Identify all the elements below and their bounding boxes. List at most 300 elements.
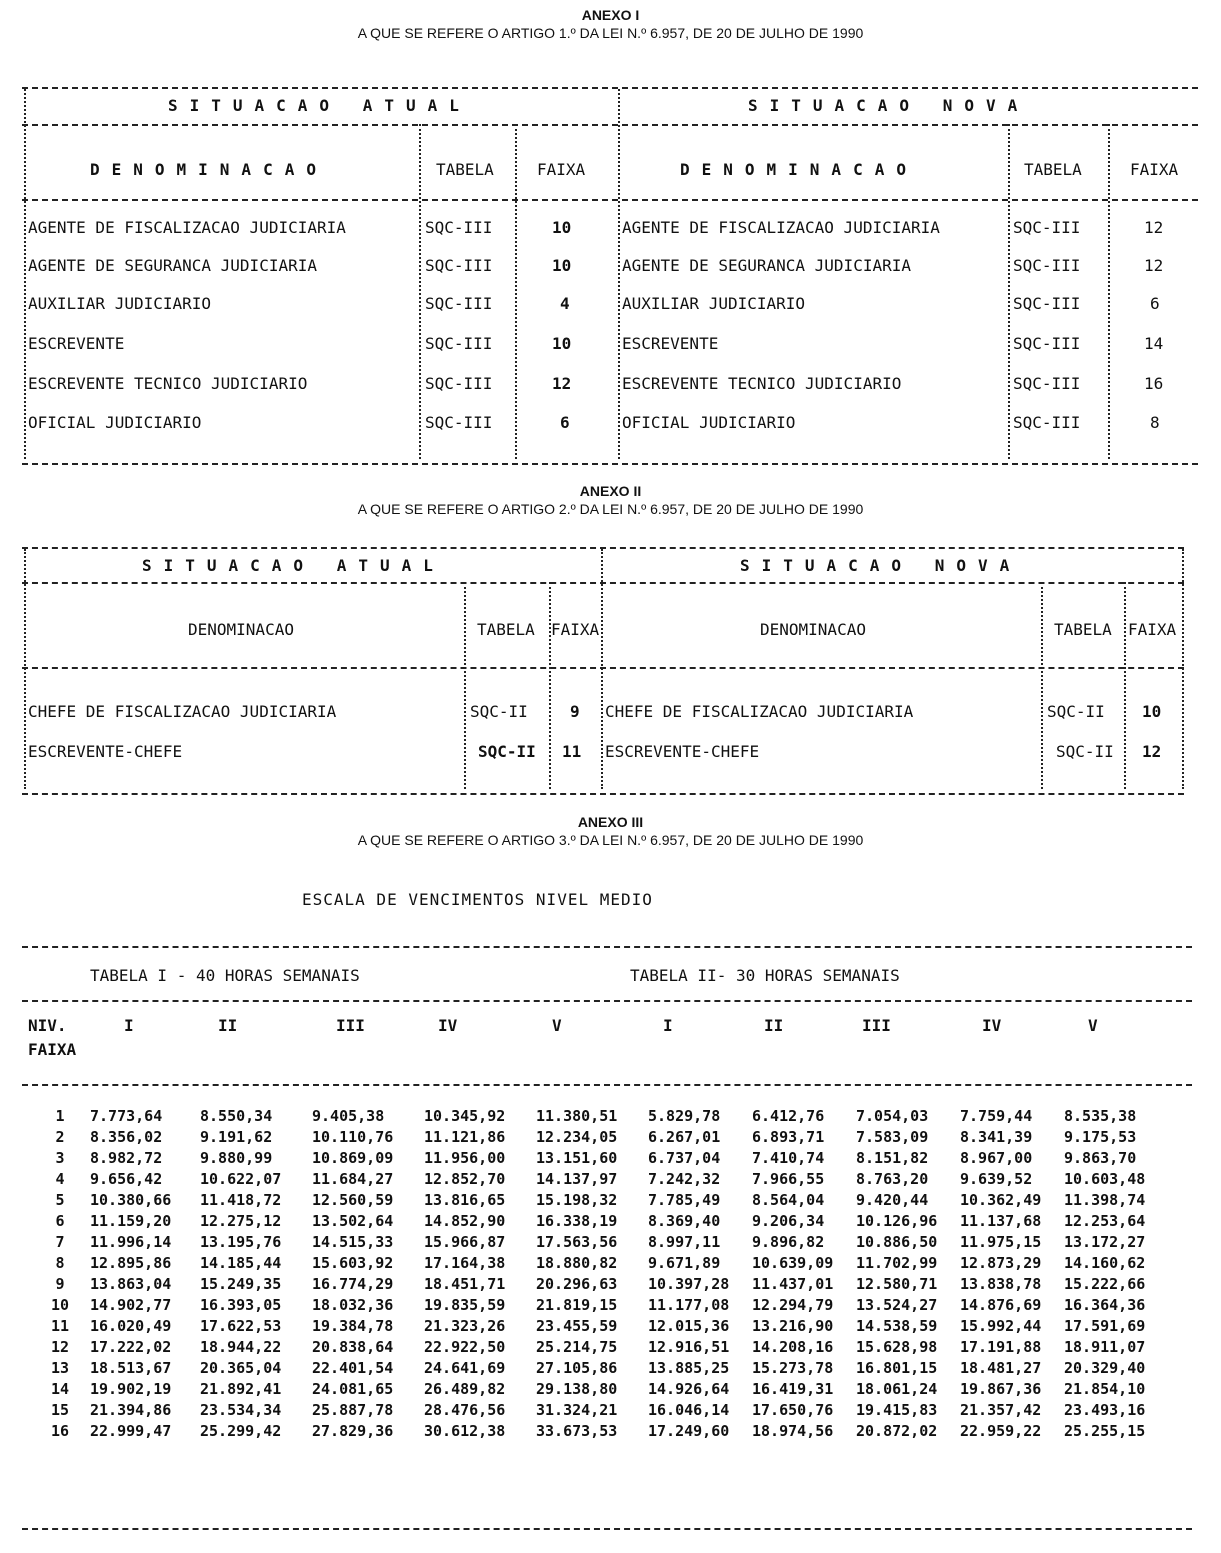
table-row-cell: 12 bbox=[1142, 742, 1162, 761]
anexo2-border bbox=[22, 547, 1184, 795]
table-row bbox=[30, 1252, 1168, 1273]
table-row-cell: SQC-III bbox=[425, 218, 493, 237]
salary-cell: 13.885,25 bbox=[648, 1358, 730, 1377]
table-row-cell: CHEFE DE FISCALIZACAO JUDICIARIA bbox=[28, 702, 337, 721]
anexo3-subtitle: A QUE SE REFERE O ARTIGO 3.º DA LEI N.º 6.957, DE 20 DE JULHO DE 1990 bbox=[357, 832, 864, 848]
level-cell: 13 bbox=[50, 1358, 70, 1377]
salary-cell: 10.380,66 bbox=[90, 1190, 172, 1209]
salary-cell: 7.785,49 bbox=[648, 1190, 721, 1209]
salary-cell: 11.380,51 bbox=[536, 1106, 618, 1125]
anexo3-niv-header: NIV. bbox=[28, 1016, 67, 1035]
salary-cell: 21.323,26 bbox=[424, 1316, 506, 1335]
salary-cell: 9.880,99 bbox=[200, 1148, 273, 1167]
salary-cell: 7.583,09 bbox=[856, 1127, 929, 1146]
table-row bbox=[30, 1210, 1168, 1231]
salary-cell: 20.296,63 bbox=[536, 1274, 618, 1293]
salary-cell: 17.563,56 bbox=[536, 1232, 618, 1251]
anexo2-divider bbox=[22, 582, 1184, 584]
salary-cell: 13.524,27 bbox=[856, 1295, 938, 1314]
salary-cell: 15.198,32 bbox=[536, 1190, 618, 1209]
salary-cell: 28.476,56 bbox=[424, 1400, 506, 1419]
salary-cell: 8.151,82 bbox=[856, 1148, 929, 1167]
col-header: V bbox=[552, 1016, 562, 1035]
anexo3-tabela2-header: TABELA II- 30 HORAS SEMANAIS bbox=[630, 966, 900, 985]
salary-cell: 24.081,65 bbox=[312, 1379, 394, 1398]
salary-cell: 27.105,86 bbox=[536, 1358, 618, 1377]
salary-cell: 23.534,34 bbox=[200, 1400, 282, 1419]
table-row-cell: 6 bbox=[1150, 294, 1160, 313]
salary-cell: 10.126,96 bbox=[856, 1211, 938, 1230]
table-row-cell: 11 bbox=[562, 742, 582, 761]
level-cell: 1 bbox=[55, 1106, 65, 1125]
salary-cell: 13.838,78 bbox=[960, 1274, 1042, 1293]
salary-cell: 12.873,29 bbox=[960, 1253, 1042, 1272]
col-header: II bbox=[764, 1016, 784, 1035]
salary-cell: 14.538,59 bbox=[856, 1316, 938, 1335]
table-row-cell: 9 bbox=[570, 702, 580, 721]
table-row-cell: 4 bbox=[560, 294, 570, 313]
table-row-cell: 14 bbox=[1144, 334, 1164, 353]
anexo2-vline bbox=[1124, 582, 1126, 789]
salary-cell: 19.835,59 bbox=[424, 1295, 506, 1314]
salary-cell: 7.966,55 bbox=[752, 1169, 825, 1188]
anexo1-col-denominacao: DENOMINACAO bbox=[90, 160, 328, 179]
table-row-cell: SQC-III bbox=[1013, 413, 1081, 432]
salary-cell: 7.242,32 bbox=[648, 1169, 721, 1188]
salary-cell: 8.982,72 bbox=[90, 1148, 163, 1167]
table-row-cell: SQC-III bbox=[425, 256, 493, 275]
salary-cell: 16.338,19 bbox=[536, 1211, 618, 1230]
anexo3-divider bbox=[22, 1084, 1192, 1086]
table-row-cell: SQC-III bbox=[1013, 294, 1081, 313]
level-cell: 11 bbox=[50, 1316, 70, 1335]
salary-cell: 13.816,65 bbox=[424, 1190, 506, 1209]
col-header: IV bbox=[982, 1016, 1002, 1035]
col-header: V bbox=[1088, 1016, 1098, 1035]
anexo1-title: ANEXO I bbox=[581, 7, 640, 23]
table-row-cell: SQC-III bbox=[1013, 218, 1081, 237]
salary-cell: 20.872,02 bbox=[856, 1421, 938, 1440]
table-row bbox=[30, 1294, 1168, 1315]
salary-cell: 11.956,00 bbox=[424, 1148, 506, 1167]
salary-cell: 25.299,42 bbox=[200, 1421, 282, 1440]
salary-cell: 18.032,36 bbox=[312, 1295, 394, 1314]
anexo1-col-tabela-nova: TABELA bbox=[1024, 160, 1082, 179]
salary-cell: 17.622,53 bbox=[200, 1316, 282, 1335]
col-header: III bbox=[336, 1016, 365, 1035]
level-cell: 2 bbox=[55, 1127, 65, 1146]
salary-cell: 11.137,68 bbox=[960, 1211, 1042, 1230]
table-row bbox=[30, 1378, 1168, 1399]
table-row-cell: SQC-III bbox=[425, 413, 493, 432]
salary-cell: 17.249,60 bbox=[648, 1421, 730, 1440]
salary-cell: 10.362,49 bbox=[960, 1190, 1042, 1209]
level-cell: 7 bbox=[55, 1232, 65, 1251]
salary-cell: 22.999,47 bbox=[90, 1421, 172, 1440]
anexo1-vline bbox=[515, 124, 517, 459]
level-cell: 14 bbox=[50, 1379, 70, 1398]
table-row-cell: AUXILIAR JUDICIARIO bbox=[622, 294, 806, 313]
salary-cell: 21.819,15 bbox=[536, 1295, 618, 1314]
salary-cell: 25.214,75 bbox=[536, 1337, 618, 1356]
anexo2-col-tabela-nova: TABELA bbox=[1054, 620, 1112, 639]
table-row-cell: SQC-III bbox=[1013, 334, 1081, 353]
salary-cell: 16.046,14 bbox=[648, 1400, 730, 1419]
salary-cell: 14.208,16 bbox=[752, 1337, 834, 1356]
salary-cell: 6.412,76 bbox=[752, 1106, 825, 1125]
salary-cell: 14.902,77 bbox=[90, 1295, 172, 1314]
anexo2-col-faixa-nova: FAIXA bbox=[1128, 620, 1177, 639]
anexo1-vline bbox=[419, 124, 421, 459]
salary-cell: 23.493,16 bbox=[1064, 1400, 1146, 1419]
salary-cell: 8.535,38 bbox=[1064, 1106, 1137, 1125]
table-row-cell: 8 bbox=[1150, 413, 1160, 432]
level-cell: 6 bbox=[55, 1211, 65, 1230]
salary-cell: 14.515,33 bbox=[312, 1232, 394, 1251]
salary-cell: 12.234,05 bbox=[536, 1127, 618, 1146]
anexo2-vline bbox=[549, 582, 551, 789]
salary-cell: 14.160,62 bbox=[1064, 1253, 1146, 1272]
table-row bbox=[30, 1105, 1168, 1126]
salary-cell: 22.959,22 bbox=[960, 1421, 1042, 1440]
salary-cell: 9.420,44 bbox=[856, 1190, 929, 1209]
table-row-cell: 12 bbox=[552, 374, 572, 393]
salary-cell: 20.329,40 bbox=[1064, 1358, 1146, 1377]
salary-cell: 10.622,07 bbox=[200, 1169, 282, 1188]
anexo1-vline bbox=[1008, 124, 1010, 459]
salary-cell: 30.612,38 bbox=[424, 1421, 506, 1440]
table-row-cell: AGENTE DE FISCALIZACAO JUDICIARIA bbox=[28, 218, 346, 237]
anexo1-vline bbox=[1108, 124, 1110, 459]
salary-cell: 12.015,36 bbox=[648, 1316, 730, 1335]
table-row-cell: 12 bbox=[1144, 218, 1164, 237]
salary-cell: 33.673,53 bbox=[536, 1421, 618, 1440]
salary-cell: 7.410,74 bbox=[752, 1148, 825, 1167]
table-row bbox=[30, 1168, 1168, 1189]
salary-cell: 6.893,71 bbox=[752, 1127, 825, 1146]
salary-cell: 11.975,15 bbox=[960, 1232, 1042, 1251]
salary-cell: 18.061,24 bbox=[856, 1379, 938, 1398]
salary-cell: 11.702,99 bbox=[856, 1253, 938, 1272]
salary-cell: 9.656,42 bbox=[90, 1169, 163, 1188]
salary-cell: 17.222,02 bbox=[90, 1337, 172, 1356]
table-row-cell: 16 bbox=[1144, 374, 1164, 393]
anexo2-atual-header: SITUACAO ATUAL bbox=[142, 556, 445, 575]
salary-cell: 19.384,78 bbox=[312, 1316, 394, 1335]
salary-cell: 16.774,29 bbox=[312, 1274, 394, 1293]
col-header: I bbox=[663, 1016, 673, 1035]
salary-cell: 16.801,15 bbox=[856, 1358, 938, 1377]
salary-cell: 6.267,01 bbox=[648, 1127, 721, 1146]
salary-cell: 9.671,89 bbox=[648, 1253, 721, 1272]
table-row-cell: SQC-III bbox=[425, 374, 493, 393]
table-row bbox=[30, 1189, 1168, 1210]
level-cell: 12 bbox=[50, 1337, 70, 1356]
table-row-cell: CHEFE DE FISCALIZACAO JUDICIARIA bbox=[605, 702, 914, 721]
anexo3-escala-title: ESCALA DE VENCIMENTOS NIVEL MEDIO bbox=[302, 890, 653, 909]
salary-cell: 27.829,36 bbox=[312, 1421, 394, 1440]
salary-cell: 10.639,09 bbox=[752, 1253, 834, 1272]
anexo2-vline bbox=[1041, 582, 1043, 789]
salary-cell: 9.405,38 bbox=[312, 1106, 385, 1125]
salary-cell: 11.684,27 bbox=[312, 1169, 394, 1188]
salary-cell: 19.415,83 bbox=[856, 1400, 938, 1419]
salary-cell: 17.591,69 bbox=[1064, 1316, 1146, 1335]
table-row-cell: SQC-III bbox=[1013, 256, 1081, 275]
salary-cell: 8.550,34 bbox=[200, 1106, 273, 1125]
anexo2-vline bbox=[601, 549, 603, 789]
salary-cell: 9.206,34 bbox=[752, 1211, 825, 1230]
salary-cell: 25.255,15 bbox=[1064, 1421, 1146, 1440]
salary-cell: 24.641,69 bbox=[424, 1358, 506, 1377]
salary-cell: 8.997,11 bbox=[648, 1232, 721, 1251]
level-cell: 8 bbox=[55, 1253, 65, 1272]
anexo2-title: ANEXO II bbox=[579, 483, 642, 499]
table-row-cell: SQC-II bbox=[470, 702, 528, 721]
table-row-cell: ESCREVENTE-CHEFE bbox=[605, 742, 760, 761]
anexo3-title: ANEXO III bbox=[577, 814, 644, 830]
anexo1-vline bbox=[618, 89, 620, 459]
table-row-cell: SQC-III bbox=[1013, 374, 1081, 393]
salary-cell: 16.419,31 bbox=[752, 1379, 834, 1398]
salary-cell: 17.164,38 bbox=[424, 1253, 506, 1272]
anexo1-divider bbox=[22, 124, 1198, 126]
anexo2-col-denominacao-nova: DENOMINACAO bbox=[760, 620, 866, 639]
anexo2-vline bbox=[24, 549, 26, 789]
table-row-cell: 10 bbox=[552, 256, 572, 275]
salary-cell: 19.902,19 bbox=[90, 1379, 172, 1398]
level-cell: 4 bbox=[55, 1169, 65, 1188]
salary-cell: 12.852,70 bbox=[424, 1169, 506, 1188]
anexo2-col-denominacao: DENOMINACAO bbox=[188, 620, 294, 639]
level-cell: 9 bbox=[55, 1274, 65, 1293]
salary-cell: 25.887,78 bbox=[312, 1400, 394, 1419]
salary-cell: 9.639,52 bbox=[960, 1169, 1033, 1188]
anexo3-divider bbox=[22, 1000, 1192, 1002]
salary-cell: 15.249,35 bbox=[200, 1274, 282, 1293]
salary-cell: 21.854,10 bbox=[1064, 1379, 1146, 1398]
salary-cell: 15.273,78 bbox=[752, 1358, 834, 1377]
table-row-cell: SQC-III bbox=[425, 334, 493, 353]
table-row bbox=[30, 1399, 1168, 1420]
salary-cell: 13.502,64 bbox=[312, 1211, 394, 1230]
salary-cell: 31.324,21 bbox=[536, 1400, 618, 1419]
table-row bbox=[30, 1420, 1168, 1441]
salary-cell: 8.356,02 bbox=[90, 1127, 163, 1146]
salary-cell: 15.966,87 bbox=[424, 1232, 506, 1251]
table-row-cell: AGENTE DE FISCALIZACAO JUDICIARIA bbox=[622, 218, 940, 237]
salary-cell: 14.852,90 bbox=[424, 1211, 506, 1230]
salary-cell: 23.455,59 bbox=[536, 1316, 618, 1335]
table-row bbox=[30, 1357, 1168, 1378]
salary-cell: 6.737,04 bbox=[648, 1148, 721, 1167]
salary-cell: 21.394,86 bbox=[90, 1400, 172, 1419]
salary-cell: 18.974,56 bbox=[752, 1421, 834, 1440]
salary-cell: 10.869,09 bbox=[312, 1148, 394, 1167]
salary-cell: 13.195,76 bbox=[200, 1232, 282, 1251]
anexo2-vline bbox=[464, 582, 466, 789]
salary-cell: 21.892,41 bbox=[200, 1379, 282, 1398]
anexo2-divider bbox=[22, 667, 1184, 669]
table-row-cell: ESCREVENTE-CHEFE bbox=[28, 742, 183, 761]
salary-cell: 26.489,82 bbox=[424, 1379, 506, 1398]
anexo2-col-tabela: TABELA bbox=[477, 620, 535, 639]
table-row-cell: SQC-III bbox=[425, 294, 493, 313]
salary-cell: 18.513,67 bbox=[90, 1358, 172, 1377]
salary-cell: 15.222,66 bbox=[1064, 1274, 1146, 1293]
table-row bbox=[30, 1336, 1168, 1357]
table-row-cell: SQC-II bbox=[478, 742, 536, 761]
anexo2-subtitle: A QUE SE REFERE O ARTIGO 2.º DA LEI N.º 6.957, DE 20 DE JULHO DE 1990 bbox=[357, 501, 864, 517]
anexo3-faixa-header: FAIXA bbox=[28, 1040, 77, 1059]
salary-cell: 20.838,64 bbox=[312, 1337, 394, 1356]
salary-cell: 14.185,44 bbox=[200, 1253, 282, 1272]
salary-cell: 11.437,01 bbox=[752, 1274, 834, 1293]
anexo2-col-faixa: FAIXA bbox=[551, 620, 600, 639]
salary-cell: 7.759,44 bbox=[960, 1106, 1033, 1125]
salary-cell: 20.365,04 bbox=[200, 1358, 282, 1377]
salary-cell: 10.886,50 bbox=[856, 1232, 938, 1251]
salary-cell: 11.996,14 bbox=[90, 1232, 172, 1251]
salary-cell: 11.159,20 bbox=[90, 1211, 172, 1230]
anexo1-border bbox=[22, 87, 1198, 465]
salary-cell: 18.481,27 bbox=[960, 1358, 1042, 1377]
salary-cell: 9.191,62 bbox=[200, 1127, 273, 1146]
table-row-cell: OFICIAL JUDICIARIO bbox=[622, 413, 796, 432]
salary-cell: 18.451,71 bbox=[424, 1274, 506, 1293]
salary-cell: 10.345,92 bbox=[424, 1106, 506, 1125]
anexo1-atual-header: SITUACAO ATUAL bbox=[168, 96, 471, 115]
table-row-cell: AGENTE DE SEGURANCA JUDICIARIA bbox=[622, 256, 911, 275]
table-row-cell: ESCREVENTE bbox=[622, 334, 719, 353]
salary-cell: 12.253,64 bbox=[1064, 1211, 1146, 1230]
salary-cell: 14.137,97 bbox=[536, 1169, 618, 1188]
anexo1-col-tabela: TABELA bbox=[436, 160, 494, 179]
anexo1-vline bbox=[24, 89, 26, 459]
salary-cell: 12.895,86 bbox=[90, 1253, 172, 1272]
salary-cell: 8.564,04 bbox=[752, 1190, 825, 1209]
salary-cell: 16.393,05 bbox=[200, 1295, 282, 1314]
salary-cell: 13.172,27 bbox=[1064, 1232, 1146, 1251]
table-row bbox=[30, 1315, 1168, 1336]
level-cell: 3 bbox=[55, 1148, 65, 1167]
salary-cell: 15.628,98 bbox=[856, 1337, 938, 1356]
table-row-cell: SQC-II bbox=[1056, 742, 1114, 761]
table-row-cell: 10 bbox=[552, 334, 572, 353]
table-row-cell: ESCREVENTE TECNICO JUDICIARIO bbox=[28, 374, 308, 393]
level-cell: 10 bbox=[50, 1295, 70, 1314]
anexo1-nova-header: SITUACAO NOVA bbox=[748, 96, 1030, 115]
salary-cell: 22.401,54 bbox=[312, 1358, 394, 1377]
salary-cell: 18.911,07 bbox=[1064, 1337, 1146, 1356]
salary-cell: 18.880,82 bbox=[536, 1253, 618, 1272]
salary-cell: 8.369,40 bbox=[648, 1211, 721, 1230]
table-row-cell: AGENTE DE SEGURANCA JUDICIARIA bbox=[28, 256, 317, 275]
salary-cell: 19.867,36 bbox=[960, 1379, 1042, 1398]
salary-cell: 7.054,03 bbox=[856, 1106, 929, 1125]
anexo1-divider bbox=[22, 199, 1198, 201]
col-header: I bbox=[124, 1016, 134, 1035]
table-row-cell: AUXILIAR JUDICIARIO bbox=[28, 294, 212, 313]
salary-cell: 11.177,08 bbox=[648, 1295, 730, 1314]
salary-cell: 22.922,50 bbox=[424, 1337, 506, 1356]
salary-cell: 10.110,76 bbox=[312, 1127, 394, 1146]
salary-cell: 10.603,48 bbox=[1064, 1169, 1146, 1188]
anexo3-tabela1-header: TABELA I - 40 HORAS SEMANAIS bbox=[90, 966, 360, 985]
level-cell: 16 bbox=[50, 1421, 70, 1440]
level-cell: 15 bbox=[50, 1400, 70, 1419]
table-row bbox=[30, 1126, 1168, 1147]
col-header: III bbox=[862, 1016, 891, 1035]
table-row-cell: 10 bbox=[552, 218, 572, 237]
salary-cell: 10.397,28 bbox=[648, 1274, 730, 1293]
salary-cell: 8.763,20 bbox=[856, 1169, 929, 1188]
table-row-cell: SQC-II bbox=[1047, 702, 1105, 721]
salary-cell: 9.175,53 bbox=[1064, 1127, 1137, 1146]
table-row-cell: 12 bbox=[1144, 256, 1164, 275]
salary-cell: 16.364,36 bbox=[1064, 1295, 1146, 1314]
salary-cell: 15.992,44 bbox=[960, 1316, 1042, 1335]
anexo1-col-denominacao-nova: DENOMINACAO bbox=[680, 160, 918, 179]
salary-cell: 12.294,79 bbox=[752, 1295, 834, 1314]
salary-cell: 13.216,90 bbox=[752, 1316, 834, 1335]
salary-cell: 12.560,59 bbox=[312, 1190, 394, 1209]
table-row-cell: 6 bbox=[560, 413, 570, 432]
salary-cell: 9.863,70 bbox=[1064, 1148, 1137, 1167]
table-row-cell: 10 bbox=[1142, 702, 1162, 721]
salary-cell: 17.191,88 bbox=[960, 1337, 1042, 1356]
salary-cell: 16.020,49 bbox=[90, 1316, 172, 1335]
salary-cell: 14.926,64 bbox=[648, 1379, 730, 1398]
salary-cell: 11.398,74 bbox=[1064, 1190, 1146, 1209]
salary-cell: 12.275,12 bbox=[200, 1211, 282, 1230]
salary-table bbox=[30, 1105, 1168, 1441]
salary-cell: 17.650,76 bbox=[752, 1400, 834, 1419]
anexo3-heading bbox=[0, 813, 1221, 849]
table-row-cell: OFICIAL JUDICIARIO bbox=[28, 413, 202, 432]
anexo1-col-faixa: FAIXA bbox=[537, 160, 586, 179]
anexo1-col-faixa-nova: FAIXA bbox=[1130, 160, 1179, 179]
anexo1-subtitle: A QUE SE REFERE O ARTIGO 1.º DA LEI N.º 6.957, DE 20 DE JULHO DE 1990 bbox=[357, 25, 864, 41]
anexo2-vline bbox=[1182, 549, 1184, 789]
salary-cell: 14.876,69 bbox=[960, 1295, 1042, 1314]
table-row-cell: ESCREVENTE TECNICO JUDICIARIO bbox=[622, 374, 902, 393]
salary-cell: 18.944,22 bbox=[200, 1337, 282, 1356]
anexo2-nova-header: SITUACAO NOVA bbox=[740, 556, 1022, 575]
col-header: IV bbox=[438, 1016, 458, 1035]
salary-cell: 21.357,42 bbox=[960, 1400, 1042, 1419]
salary-cell: 8.967,00 bbox=[960, 1148, 1033, 1167]
salary-cell: 9.896,82 bbox=[752, 1232, 825, 1251]
table-row-cell: ESCREVENTE bbox=[28, 334, 125, 353]
salary-cell: 11.121,86 bbox=[424, 1127, 506, 1146]
anexo2-heading bbox=[0, 482, 1221, 518]
table-row bbox=[30, 1273, 1168, 1294]
anexo1-heading bbox=[0, 6, 1221, 42]
level-cell: 5 bbox=[55, 1190, 65, 1209]
salary-cell: 12.916,51 bbox=[648, 1337, 730, 1356]
salary-cell: 11.418,72 bbox=[200, 1190, 282, 1209]
table-row bbox=[30, 1147, 1168, 1168]
table-row bbox=[30, 1231, 1168, 1252]
salary-cell: 13.863,04 bbox=[90, 1274, 172, 1293]
salary-cell: 12.580,71 bbox=[856, 1274, 938, 1293]
col-header: II bbox=[218, 1016, 238, 1035]
salary-cell: 13.151,60 bbox=[536, 1148, 618, 1167]
salary-cell: 29.138,80 bbox=[536, 1379, 618, 1398]
salary-cell: 5.829,78 bbox=[648, 1106, 721, 1125]
salary-cell: 8.341,39 bbox=[960, 1127, 1033, 1146]
